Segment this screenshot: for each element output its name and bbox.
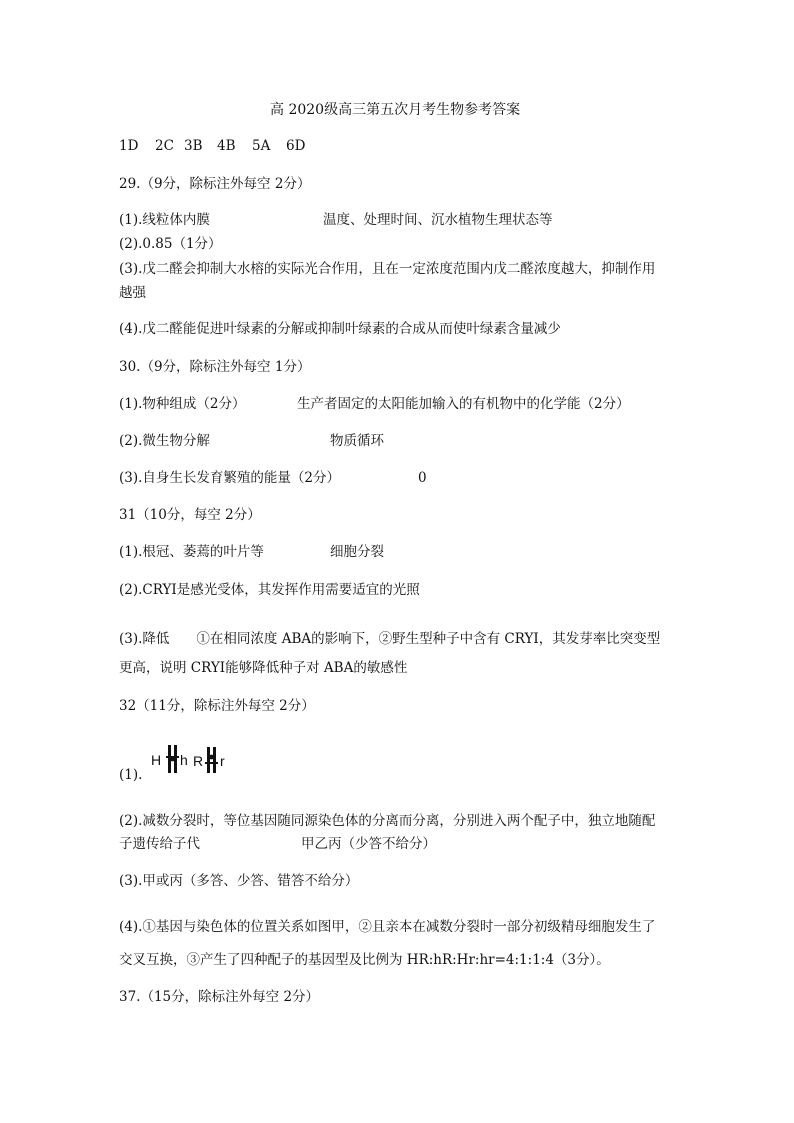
gene-label: R (193, 753, 204, 769)
answer-line: (2).微生物分解 (119, 433, 210, 449)
answer-line: 温度、处理时间、沉水植物生理状态等 (323, 212, 553, 228)
answer-line: (3).甲或丙（多答、少答、错答不给分） (119, 873, 359, 889)
answer-line: 物质循环 (330, 433, 384, 449)
mc-answer: 1D (119, 138, 139, 154)
mc-answer: 2C (155, 138, 174, 154)
answer-line: (2).减数分裂时，等位基因随同源染色体的分离而分离，分别进入两个配子中，独立地随配 (119, 813, 656, 829)
question-header: 37.（15分，除标注外每空 2分） (119, 989, 320, 1005)
answer-line: (4).①基因与染色体的位置关系如图甲，②且亲本在减数分裂时一部分初级精母细胞发生了 (119, 919, 656, 935)
answer-line: (3).降低 ①在相同浓度 ABA的影响下，②野生型种子中含有 CRYI，其发芽率比突变型 (119, 631, 661, 647)
chromosome-pair-icon (204, 746, 220, 774)
answer-line: 交叉互换，③产生了四种配子的基因型及比例为 HR:hR:Hr:hr=4:1:1:4（3分）。 (119, 952, 610, 968)
answer-line: (4).戊二醛能促进叶绿素的分解或抑制叶绿素的合成从而使叶绿素含量减少 (119, 321, 561, 337)
answer-line: 更高，说明 CRYI能够降低种子对 ABA的敏感性 (119, 660, 408, 676)
answer-line: (1).物种组成（2分） (119, 396, 246, 412)
question-header: 30.（9分，除标注外每空 1分） (119, 359, 311, 375)
answer-line: 0 (418, 470, 427, 486)
mc-answer: 5A (252, 138, 271, 154)
mc-answer: 6D (286, 138, 306, 154)
answer-line: (1).线粒体内膜 (119, 212, 210, 228)
answer-line: (1). (119, 767, 143, 783)
gene-label: h (180, 752, 188, 768)
gene-label: H (151, 752, 162, 768)
mc-answer: 3B (184, 138, 203, 154)
answer-line: 生产者固定的太阳能加输入的有机物中的化学能（2分） (297, 396, 630, 412)
mc-answer: 4B (217, 138, 236, 154)
answer-line: (3).戊二醛会抑制大水榕的实际光合作用，且在一定浓度范围内戊二醛浓度越大，抑制作用 (119, 261, 656, 277)
answer-line: (1).根冠、萎蔫的叶片等 (119, 544, 264, 560)
answer-line: (2).CRYI是感光受体，其发挥作用需要适宜的光照 (119, 582, 420, 598)
answer-line: (2).0.85（1分） (119, 236, 222, 252)
question-header: 31（10分，每空 2分） (119, 507, 261, 523)
question-header: 32（11分，除标注外每空 2分） (119, 698, 315, 714)
answer-line: 子遗传给子代 (119, 836, 200, 852)
gene-label: r (220, 753, 225, 769)
answer-line: (3).自身生长发育繁殖的能量（2分） (119, 470, 341, 486)
answer-line: 甲乙丙（少答不给分） (301, 836, 436, 852)
page-title: 高 2020级高三第五次月考生物参考答案 (270, 102, 521, 118)
answer-line: 细胞分裂 (330, 544, 384, 560)
question-header: 29.（9分，除标注外每空 2分） (119, 176, 311, 192)
answer-line: 越强 (119, 285, 146, 301)
